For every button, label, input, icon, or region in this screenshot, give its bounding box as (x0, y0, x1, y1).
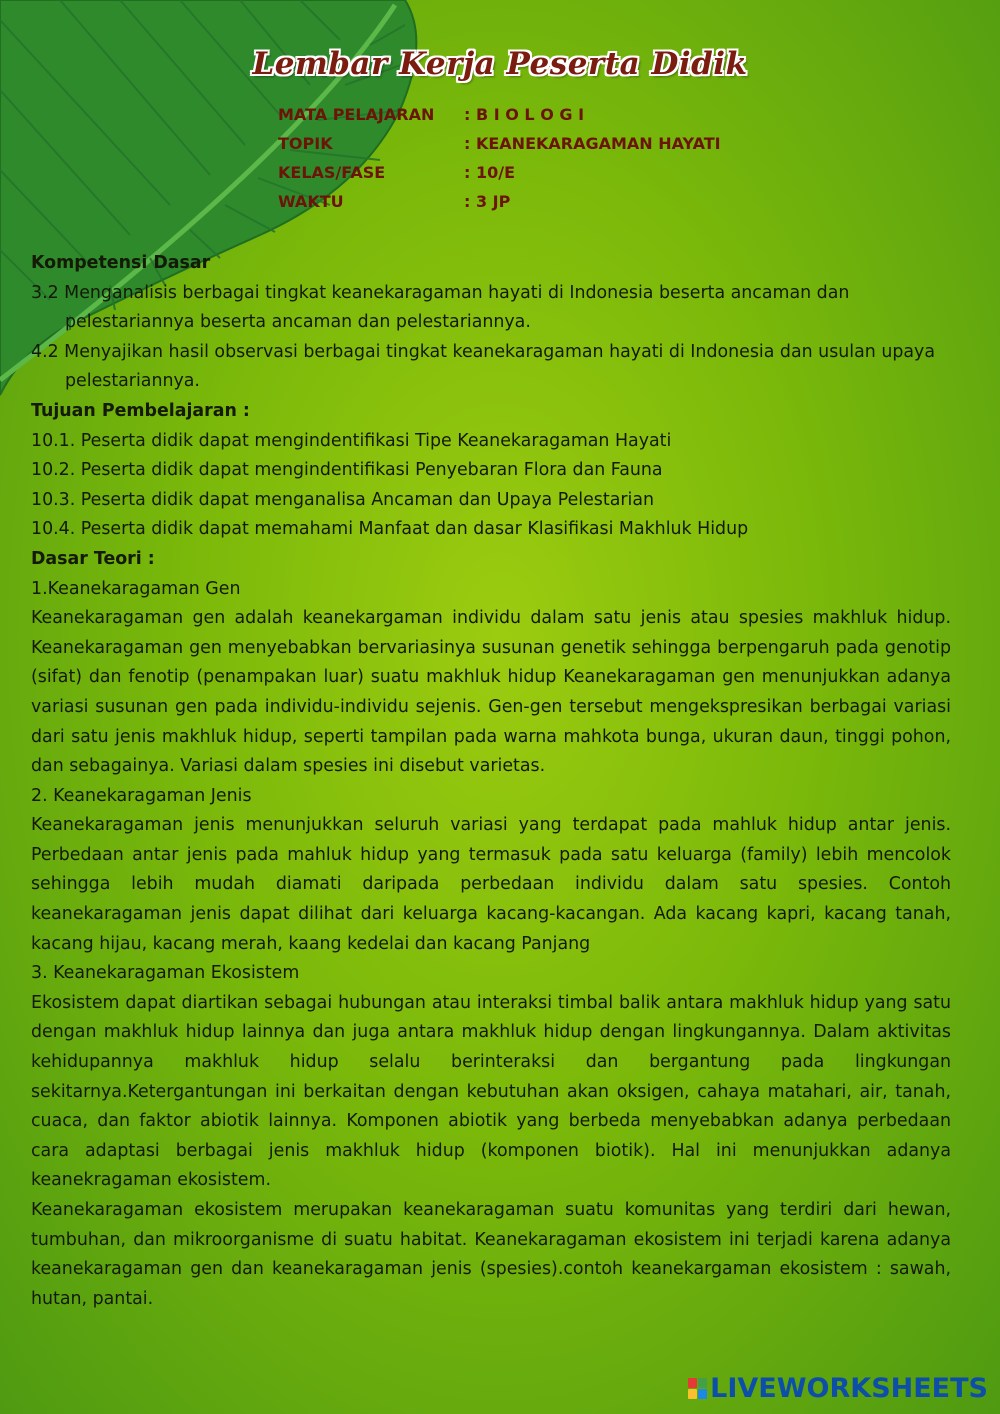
kd-item: 3.2 Menganalisis berbagai tingkat keanekaragaman hayati di Indonesia beserta ancaman dan pelestariannya beserta ancaman dan pelestariannya. (31, 282, 850, 333)
info-value: : 10/E (464, 163, 516, 182)
info-value: : KEANEKARAGAMAN HAYATI (464, 134, 721, 153)
worksheet-title: Lembar Kerja Peserta Didik (252, 46, 748, 82)
kd-item: 4.2 Menyajikan hasil observasi berbagai tingkat keanekaragaman hayati di Indonesia dan usulan upaya pelestariannya. (31, 341, 935, 392)
kd-heading: Kompetensi Dasar (31, 253, 211, 273)
section-text-ekosistem-2: Keanekaragaman ekosistem merupakan keanekaragaman suatu komunitas yang terdiri dari hewan, tumbuhan, dan mikroorganisme di suatu habitat. Keanekaragaman ekosistem ini terjadi karena adanya keanekaragaman gen dan keanekaragaman jenis (spesies).contoh keanekargaman ekosistem : sawah, hutan, pantai. (31, 1200, 951, 1309)
section-text-ekosistem-1: Ekosistem dapat diartikan sebagai hubungan atau interaksi timbal balik antara makhluk hidup yang satu dengan makhluk hidup lainnya dan juga antara makhluk hidup dengan lingkungannya. Dalam aktivitas kehidupannya makhluk hidup selalu berinteraksi dan bergantung pada lingkungan sekitarnya.Ketergantungan ini berkaitan dengan kebutuhan akan oksigen, cahaya matahari, air, tanah, cuaca, dan faktor abiotik lainnya. Komponen abiotik yang berbeda menyebabkan adanya perbedaan cara adaptasi berbagai jenis makhluk hidup (komponen biotik). Hal ini menunjukkan adanya keanekragaman ekosistem. (31, 992, 951, 1191)
section-title-jenis: 2. Keanekaragaman Jenis (31, 785, 252, 806)
info-label: TOPIK (278, 134, 333, 153)
info-row-topic (278, 129, 721, 158)
tp-item: 10.3. Peserta didik dapat menganalisa Ancaman dan Upaya Pelestarian (31, 489, 655, 510)
logo-mark-cell (698, 1378, 707, 1388)
tp-item: 10.4. Peserta didik dapat memahami Manfaat dan dasar Klasifikasi Makhluk Hidup (31, 519, 749, 540)
info-row-subject (278, 100, 721, 129)
logo-mark-cell (688, 1389, 697, 1399)
section-title-ekosistem: 3. Keanekaragaman Ekosistem (31, 963, 300, 984)
info-label: WAKTU (278, 192, 344, 211)
teori-heading: Dasar Teori : (31, 548, 155, 569)
info-label: MATA PELAJARAN (278, 105, 435, 124)
tp-heading: Tujuan Pembelajaran : (31, 400, 250, 421)
info-table (278, 100, 721, 216)
worksheet-content (31, 249, 951, 1314)
tp-item: 10.2. Peserta didik dapat mengindentifikasi Penyebaran Flora dan Fauna (31, 460, 663, 481)
tp-item: 10.1. Peserta didik dapat mengindentifikasi Tipe Keanekaragaman Hayati (31, 430, 672, 451)
section-text-gen: Keanekaragaman gen adalah keanekargaman individu dalam satu jenis atau spesies makhluk hidup. Keanekaragaman gen menyebabkan bervariasinya susunan genetik sehingga berpengaruh pada genotip (sifat) dan fenotip (penampakan luar) suatu makhluk hidup Keanekaragaman gen menunjukkan adanya variasi susunan gen pada individu-individu sejenis. Gen-gen tersebut mengekspresikan berbagai variasi dari satu jenis makhluk hidup, seperti tampilan pada warna mahkota bunga, ukuran daun, tinggi pohon, dan sebagainya. Variasi dalam spesies ini disebut varietas. (31, 608, 951, 777)
info-value: : B I O L O G I (464, 105, 585, 124)
section-text-jenis: Keanekaragaman jenis menunjukkan seluruh variasi yang terdapat pada mahluk hidup antar jenis. Perbedaan antar jenis pada mahluk hidup yang termasuk pada satu keluarga (family) lebih mencolok sehingga lebih mudah diamati daripada perbedaan individu dalam satu spesies. Contoh keanekaragaman jenis dapat dilihat dari keluarga kacang-kacangan. Ada kacang kapri, kacang tanah, kacang hijau, kacang merah, kaang kedelai dan kacang Panjang (31, 815, 951, 954)
logo-mark-cell (688, 1378, 697, 1388)
section-title-gen: 1.Keanekaragaman Gen (31, 578, 241, 599)
logo-mark-icon (688, 1378, 707, 1399)
liveworksheets-logo (688, 1373, 988, 1404)
info-row-time (278, 187, 721, 216)
info-value: : 3 JP (464, 192, 511, 211)
logo-text: LIVEWORKSHEETS (710, 1373, 988, 1404)
info-label: KELAS/FASE (278, 163, 386, 182)
logo-mark-cell (698, 1389, 707, 1399)
info-row-class (278, 158, 721, 187)
